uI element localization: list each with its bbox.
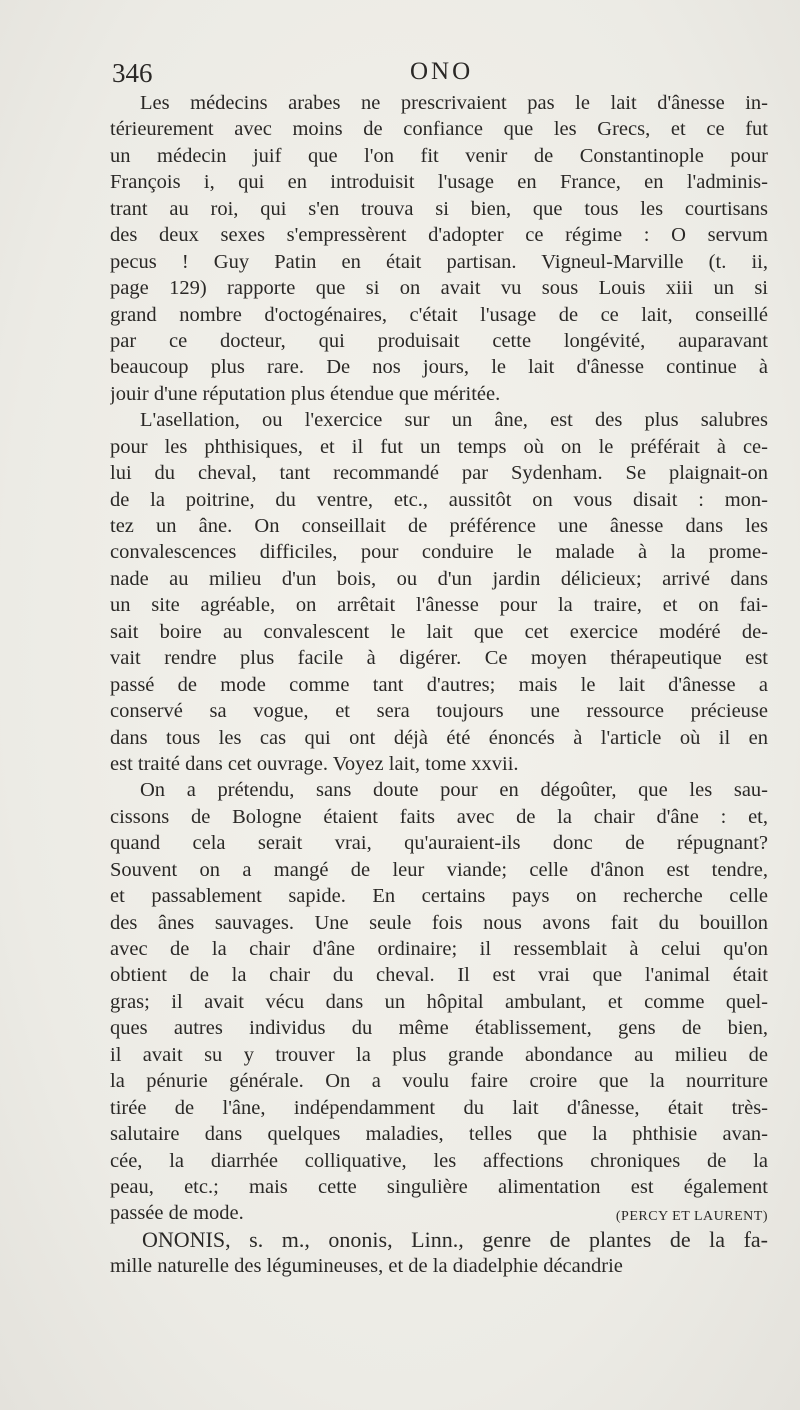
- line-text: passée de mode.: [110, 1202, 244, 1225]
- text-line: [110, 513, 768, 539]
- text-line: [110, 143, 768, 169]
- line-text: mille naturelle des légumineuses, et de la diadelphie décandrie: [110, 1255, 623, 1278]
- line-text: des deux sexes s'empressèrent d'adopter ce régime : O servum: [110, 224, 768, 247]
- line-text: page 129) rapporte que si on avait vu sous Louis xiii un si: [110, 277, 768, 300]
- text-line: [110, 592, 768, 618]
- line-text: jouir d'une réputation plus étendue que méritée.: [110, 382, 501, 405]
- line-text: nade au milieu d'un bois, ou d'un jardin délicieux; arrivé dans: [110, 567, 768, 590]
- line-text: Les médecins arabes ne prescrivaient pas le lait d'ânesse in-: [140, 92, 768, 114]
- running-head: ONO: [410, 58, 474, 85]
- text-line: [110, 434, 768, 460]
- line-text: L'asellation, ou l'exercice sur un âne, est des plus salubres: [140, 409, 768, 432]
- line-text: tez un âne. On conseillait de préférence une ânesse dans les: [110, 515, 768, 537]
- line-text: peau, etc.; mais cette singulière alimentation est également: [110, 1175, 768, 1198]
- text-line: [110, 169, 768, 195]
- line-text: des ânes sauvages. Une seule fois nous avons fait du bouillon: [110, 911, 768, 934]
- text-line: [110, 1148, 768, 1174]
- text-line: [110, 698, 768, 724]
- line-text: un médecin juif que l'on fit venir de Constantinople pour: [110, 144, 768, 167]
- page-header: [112, 58, 782, 94]
- text-line: [110, 1253, 768, 1279]
- line-text: est traité dans cet ouvrage. Voyez lait, tome xxvii.: [110, 752, 519, 775]
- text-line: [110, 725, 768, 751]
- line-text: et passablement sapide. En certains pays on recherche celle: [110, 885, 768, 908]
- line-text: salutaire dans quelques maladies, telles que la phthisie avan-: [110, 1123, 768, 1146]
- text-line: [110, 222, 768, 248]
- line-text: vait rendre plus facile à digérer. Ce moyen thérapeutique est: [110, 647, 768, 670]
- text-line: [110, 460, 768, 486]
- line-text: lui du cheval, tant recommandé par Sydenham. Se plaignait-on: [110, 462, 768, 485]
- page-number: 346: [112, 58, 153, 88]
- text-line: [110, 566, 768, 592]
- text-line: [110, 1068, 768, 1094]
- line-text: trant au roi, qui s'en trouva si bien, que tous les courtisans: [110, 197, 768, 220]
- line-text: passé de mode comme tant d'autres; mais le lait d'ânesse a: [110, 673, 768, 696]
- text-line: [110, 777, 768, 803]
- text-line: [110, 539, 768, 565]
- text-line: [110, 1121, 768, 1147]
- text-line: [110, 672, 768, 698]
- line-text: par ce docteur, qui produisait cette longévité, auparavant: [110, 329, 768, 352]
- line-text: la pénurie générale. On a voulu faire croire que la nourriture: [110, 1070, 768, 1093]
- line-text: ONONIS, s. m., ononis, Linn., genre de plantes de la fa-: [142, 1226, 768, 1252]
- text-line: [110, 1095, 768, 1121]
- text-line: [110, 830, 768, 856]
- text-line: [110, 116, 768, 142]
- text-line: [110, 249, 768, 275]
- text-line: [110, 90, 768, 116]
- line-text: On a prétendu, sans doute pour en dégoûter, que les sau-: [140, 779, 768, 802]
- line-text: cissons de Bologne étaient faits avec de la chair d'âne : et,: [110, 805, 768, 828]
- text-line: [110, 857, 768, 883]
- text-line: [110, 645, 768, 671]
- text-line: [110, 1174, 768, 1200]
- line-text: il avait su y trouver la plus grande abondance au milieu de: [110, 1043, 768, 1066]
- text-line: [110, 804, 768, 830]
- line-text: pour les phthisiques, et il fut un temps où on le préférait à ce-: [110, 435, 768, 458]
- body-text: [110, 90, 768, 1280]
- line-text: obtient de la chair du cheval. Il est vrai que l'animal était: [110, 964, 768, 987]
- line-text: avec de la chair d'âne ordinaire; il ressemblait à celui qu'on: [110, 938, 768, 960]
- line-text: quand cela serait vrai, qu'auraient-ils donc de répugnant?: [110, 832, 768, 855]
- text-line: [110, 328, 768, 354]
- line-text: grand nombre d'octogénaires, c'était l'usage de ce lait, conseillé: [110, 303, 768, 326]
- line-text: de la poitrine, du ventre, etc., aussitôt on vous disait : mon-: [110, 488, 768, 511]
- line-text: térieurement avec moins de confiance que les Grecs, et ce fut: [110, 118, 768, 141]
- author-signature: (PERCY ET LAURENT): [615, 1209, 768, 1225]
- text-line: [110, 619, 768, 645]
- text-line: [110, 407, 768, 433]
- text-line: [110, 1015, 768, 1041]
- line-text: sait boire au convalescent le lait que cet exercice modéré de-: [110, 620, 768, 643]
- text-line: [110, 381, 768, 407]
- text-line: [110, 302, 768, 328]
- text-line: [110, 910, 768, 936]
- line-text: conservé sa vogue, et sera toujours une ressource précieuse: [110, 700, 768, 723]
- line-text: François i, qui en introduisit l'usage en France, en l'adminis-: [110, 171, 768, 194]
- text-line: [110, 487, 768, 513]
- text-line: [110, 883, 768, 909]
- line-text: tirée de l'âne, indépendamment du lait d'ânesse, était très-: [110, 1096, 768, 1119]
- line-text: ques autres individus du même établissement, gens de bien,: [110, 1017, 768, 1040]
- line-text: Souvent on a mangé de leur viande; celle d'ânon est tendre,: [110, 858, 768, 881]
- text-line: [110, 196, 768, 222]
- text-line: [110, 1042, 768, 1068]
- text-line: [110, 275, 768, 301]
- text-line: [110, 989, 768, 1015]
- entry-headline: [110, 1227, 768, 1253]
- line-text: pecus ! Guy Patin en était partisan. Vigneul-Marville (t. ii,: [110, 250, 768, 273]
- line-text: un site agréable, on arrêtait l'ânesse pour la traire, et on fai-: [110, 594, 768, 617]
- line-text: dans tous les cas qui ont déjà été énoncés à l'article où il en: [110, 726, 768, 749]
- text-line: [110, 936, 768, 962]
- text-line: [110, 1200, 768, 1226]
- text-line: [110, 962, 768, 988]
- text-line: [110, 354, 768, 380]
- line-text: beaucoup plus rare. De nos jours, le lait d'ânesse continue à: [110, 356, 768, 379]
- line-text: cée, la diarrhée colliquative, les affections chroniques de la: [110, 1149, 768, 1172]
- line-text: gras; il avait vécu dans un hôpital ambulant, et comme quel-: [110, 990, 768, 1013]
- text-line: [110, 751, 768, 777]
- line-text: convalescences difficiles, pour conduire le malade à la prome-: [110, 541, 768, 564]
